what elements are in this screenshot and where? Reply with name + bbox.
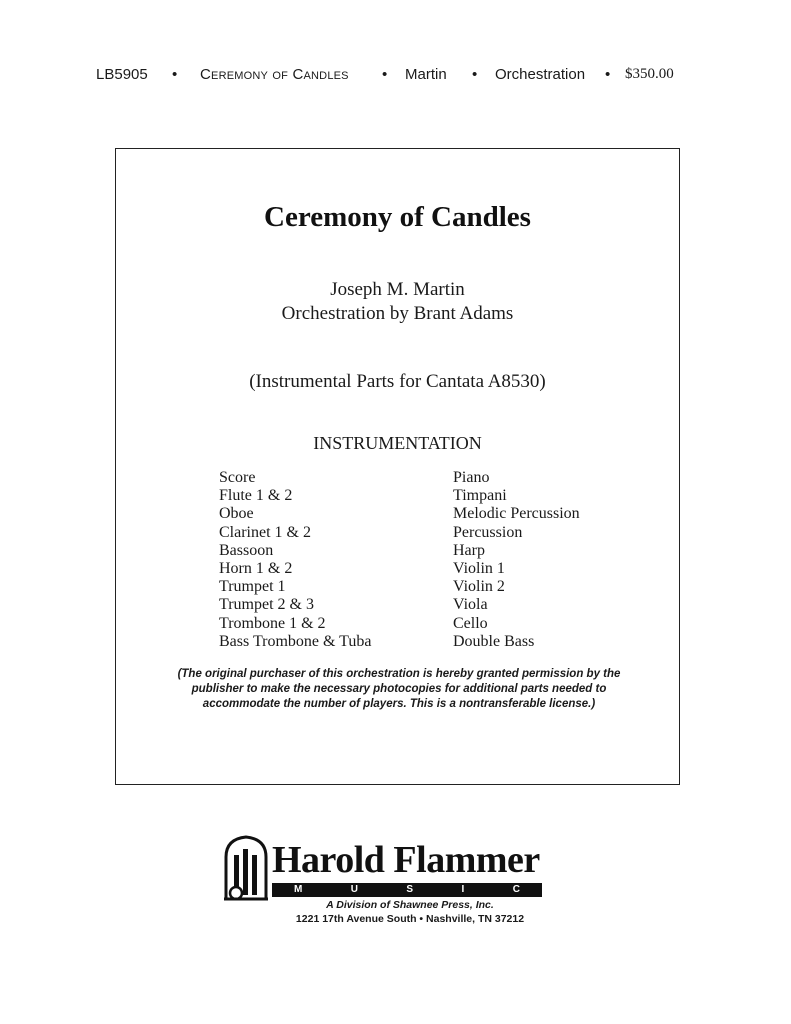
header-bullet: • [172,66,178,83]
instrument-list-right [453,469,580,651]
instrument-list-left [219,469,372,651]
instrument-item: Melodic Percussion [453,505,580,523]
instrument-item: Trombone 1 & 2 [219,614,326,632]
license-notice-line: publisher to make the necessary photocopies for additional parts needed to [191,683,607,695]
catalog-code: LB5905 [96,66,148,83]
instrument-item: Clarinet 1 & 2 [219,523,311,541]
instrument-item: Bassoon [219,541,274,559]
composer-line: Joseph M. Martin [330,279,465,300]
header-type: Orchestration [495,66,586,83]
license-notice-line: accommodate the number of players. This is a nontransferable license.) [202,698,596,710]
subtitle-line: (Instrumental Parts for Cantata A8530) [249,371,546,392]
publisher-logo [222,835,542,905]
logo-wordmark: Harold Flammer [272,839,540,881]
instrument-item: Horn 1 & 2 [219,560,293,578]
cover-box [115,148,680,785]
logo-band-letter: M [294,884,303,895]
header-bullet: • [382,66,388,83]
instrument-item: Flute 1 & 2 [219,487,293,505]
instrument-item: Bass Trombone & Tuba [219,632,372,650]
header-bullet: • [605,66,611,83]
publisher-address: 1221 17th Avenue South • Nashville, TN 37212 [295,913,525,925]
license-notice [156,667,642,712]
header-price: $350.00 [625,66,674,82]
logo-band-letter: I [461,884,465,895]
instrument-item: Oboe [219,505,254,523]
instrument-item: Trumpet 2 & 3 [219,596,314,614]
instrument-item: Cello [453,614,488,632]
license-notice-line: (The original purchaser of this orchestration is hereby granted permission by the [177,668,621,680]
logo-band [272,883,542,897]
instrument-item: Timpani [453,487,507,505]
header-title: Ceremony of Candles [200,66,349,83]
instrument-item: Viola [453,596,488,614]
instrumentation-heading: INSTRUMENTATION [313,433,482,453]
logo-band-letter: U [350,884,358,895]
instrument-item: Violin 1 [453,560,505,578]
header-composer: Martin [405,66,447,83]
cover-title: Ceremony of Candles [264,201,531,233]
instrument-item: Percussion [453,523,523,541]
header-bullet: • [472,66,478,83]
instrument-item: Violin 2 [453,578,505,596]
orchestrator-line: Orchestration by Brant Adams [281,303,514,324]
organ-pipes-icon [222,835,270,901]
instrument-item: Double Bass [453,632,535,650]
instrument-item: Harp [453,541,485,559]
instrument-item: Trumpet 1 [219,578,286,596]
instrument-item: Piano [453,469,490,486]
logo-band-letter: C [512,884,520,895]
logo-band-letter: S [406,884,414,895]
instrument-item: Score [219,469,256,486]
publisher-division: A Division of Shawnee Press, Inc. [326,899,494,911]
header-bar [96,64,696,88]
